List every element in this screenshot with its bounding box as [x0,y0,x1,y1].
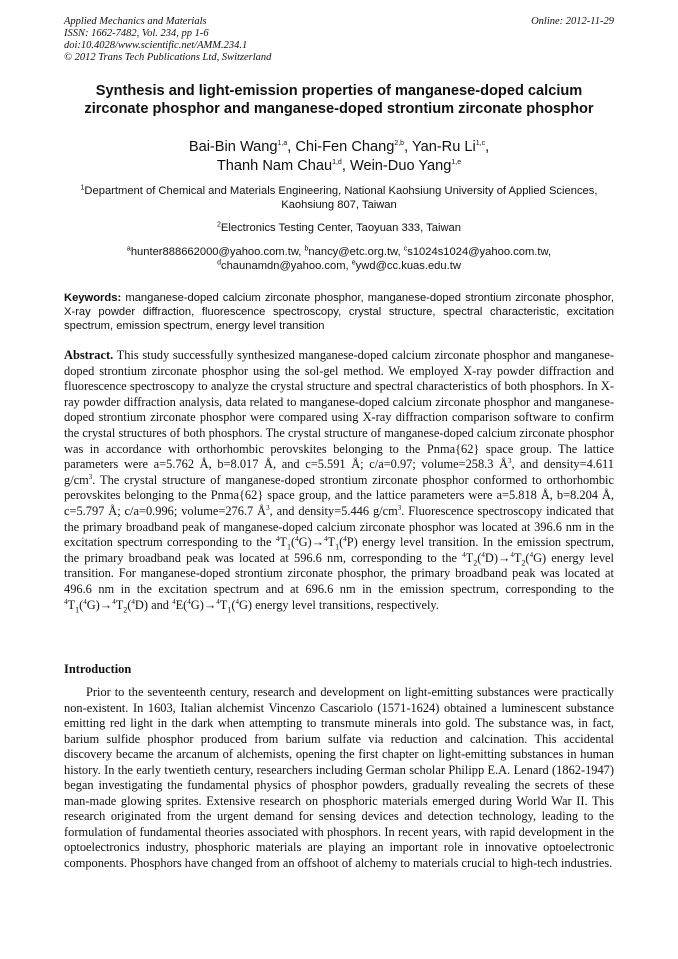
sub: 1 [75,604,80,614]
term-part: P) [346,535,358,550]
superscript: 3 [397,503,402,512]
author-affil-sup: 1,e [451,159,462,167]
author-affil-sup: 2,b [394,140,405,148]
abstract-text: , and density=5.446 g/cm [269,503,398,518]
introduction-text: Prior to the seventeenth century, research and development on light-emitting substances were practically non-existent. In 1603, Italian alchemist Vincenzo Cascariolo (1571-1624) obtained a luminescent substance emitting red light in the dark when attempting to transmute minerals into gold. The substance was, in fact, barium sulfide phosphor produced from barium sulfate via reduction and calcination. This accidental discovery became the arcanum of alchemists, opening the first chapter on light-emitting substances in human history. In the early twentieth century, researchers including German scholar Philipp E.A. Lenard (1862-1947) began investigating the fundamental physics of phosphor powders, gradually revealing the secrets of these man-made glowing sprites. Extensive research on phosphoric materials emerged during World War II. This research originated from the urgent demand for sensing devices and detection technology, leading to the formulation of fundamental theories associated with phosphors. In recent years, with rapid development in the optoelectronics industry, phosphoric materials are playing an important role in innovative optoelectronic components. Phosphors have changed from an offshoot of alchemy to materials crucial to high-tech industries. [64,685,614,870]
term-part: ( [79,597,84,612]
term-part: ( [231,597,236,612]
term-part: T [513,550,522,565]
sup: 4 [462,550,466,559]
paper-title: Synthesis and light-emission properties of manganese-doped calcium zirconate phosphor and manganese-doped strontium zirconate phosphor [84,83,594,117]
sub: 2 [521,558,526,568]
abstract-text: and [147,597,173,612]
author-affil-sup: 1,d [332,159,342,167]
term-part: G) [238,597,253,612]
sup: 4 [275,535,280,543]
sup: 4 [64,597,68,606]
sup: 4 [343,535,347,543]
sup: 4 [172,597,176,606]
transition-term [275,535,358,552]
term-part: T [67,597,76,612]
term-part: T [115,597,124,612]
keywords-label: Keywords: [64,292,122,304]
author-list: Bai-Bin Wang$^{1,a}$, Chi-Fen Chang$^{2,b}$, Yan-Ru Li$^{1,c}$, Thanh Nam Chau$^{1,d}$, Wein-Duo Yang$^{1,e}$ [188,139,490,174]
sup: 4 [131,597,135,606]
sub: 2 [123,604,128,614]
sup: 4 [187,597,191,606]
transition-term [462,550,547,568]
term-part: T [465,550,474,565]
affiliation-1 [64,184,614,212]
sup: 4 [510,550,514,559]
email-sup: b [304,245,309,253]
term-part: G) [533,550,547,565]
term-part: D)→ [484,550,511,565]
email-a[interactable]: hunter888662000@yahoo.com.tw, [130,246,302,258]
online-date: Online: 2012-11-29 [531,16,614,27]
abstract-text: . The crystal structure of manganese-doped strontium zirconate phosphor conformed to orthorhombic perovskites belonging to the Pnma{62} space group, and the lattice parameters were a=5.818 Å, b=8.204 Å, c=5.797 Å; c/a=0.996; volume=276.7 Å [64,472,614,518]
term-part: G)→ [190,597,217,612]
sup: 4 [481,550,485,559]
sup: 4 [83,597,87,606]
term-part: G)→ [86,597,113,612]
journal-name: Applied Mechanics and Materials [64,16,207,27]
abstract-text: energy level transitions, respectively. [252,597,439,612]
transition-term [64,598,148,612]
keywords-text: manganese-doped calcium zirconate phosphor, manganese-doped strontium zirconate phosphor, X-ray powder diffraction, fluorescence spectroscopy, crystal structure, spectral characteristic, excitation spectrum, emission spectrum, energy level transition [64,292,614,332]
term-part: ( [525,550,530,565]
doi-line: doi:10.4028/www.scientific.net/AMM.234.1 [64,40,248,51]
term-part: ( [127,597,132,612]
email-sup: a [126,245,131,253]
email-c[interactable]: s1024s1024@yahoo.com.tw, [407,246,552,258]
superscript: 3 [508,457,512,466]
affil-sup: 1 [80,184,85,192]
email-sup: d [217,259,221,267]
abstract-text: This study successfully synthesized manganese-doped calcium zirconate phosphor and manganese-doped strontium zirconate phosphor using the sol-gel method. We employed X-ray powder diffraction and fluorescence spectroscopy to analyze the crystal structure and spectral characteristics of both phosphors. In X-ray powder diffraction analysis, data related to manganese-doped calcium zirconate phosphor and manganese-doped strontium zirconate phosphor were compared using X-ray diffraction comparison software to confirm the crystal structures of both phosphors. The crystal structure of manganese-doped calcium zirconate phosphor was in accordance with orthorhombic perovskites belonging to the Pnma{62} space group. The lattice parameters were a=5.762 Å, b=8.017 Å, and c=5.591 Å; c/a=0.97; volume=258.3 Å [64,348,614,472]
author-name: Bai-Bin Wang [188,139,278,155]
introduction-heading: Introduction [64,662,132,676]
abstract-text: , and density=4.611 g/cm [64,457,614,487]
sub: 1 [227,604,232,614]
author-name: Thanh Nam Chau [216,158,333,174]
email-list [64,245,614,273]
author-name: Wein-Duo Yang [349,158,452,174]
sub: 1 [286,542,291,552]
sub: 1 [335,542,340,552]
sup: 4 [216,597,220,606]
sup: 4 [112,597,116,606]
affiliation-2 [64,221,614,235]
sup: 4 [324,535,328,543]
term-part: E( [175,597,188,612]
abstract-label: Abstract. [64,348,114,362]
sub: 2 [473,558,478,568]
email-b[interactable]: nancy@etc.org.tw, [308,246,401,258]
term-part: ( [477,550,482,565]
superscript: 3 [88,472,93,481]
term-part: ( [290,535,296,550]
term-part: T [219,597,228,612]
author-name: Chi-Fen Chang [295,139,395,155]
transition-term [172,598,252,612]
term-part: T [279,535,287,550]
term-part: ( [339,535,344,550]
email-d[interactable]: chaunamdn@yahoo.com, [220,260,349,272]
issn-line: ISSN: 1662-7482, Vol. 234, pp 1-6 [64,28,209,39]
term-part: D) [134,597,148,612]
email-e[interactable]: ywd@cc.kuas.edu.tw [355,260,461,272]
email-sup: e [351,259,356,267]
abstract-text: energy level transition. For manganese-doped strontium zirconate phosphor, the primary broadband peak was located at 496.6 nm in the excitation spectrum and at 696.6 nm in the emission spectrum, corresponding to the [64,550,614,596]
author-affil-sup: 1,c [475,140,486,148]
superscript: 3 [266,503,270,512]
author-name: Yan-Ru Li [411,139,476,155]
sup: 4 [235,597,239,606]
affil-sup: 2 [217,221,221,229]
email-sup: c [403,245,408,253]
sup: 4 [295,535,299,543]
abstract-text: . Fluorescence spectroscopy indicated that the primary broadband peak of manganese-doped calcium zirconate phosphor was located at 396.6 nm in the excitation spectrum corresponding to the [64,503,614,550]
affil-text: Electronics Testing Center, Taoyuan 333, Taiwan [220,222,461,234]
term-part: G)→ [298,535,325,550]
keywords-block [64,291,614,333]
affil-text: Department of Chemical and Materials Engineering, National Kaohsiung University of Applied Sciences, Kaohsiung 807, Taiwan [84,185,598,211]
copyright-line: © 2012 Trans Tech Publications Ltd, Switzerland [64,52,272,63]
sup: 4 [529,550,534,559]
abstract-text: energy level transition. In the emission spectrum, the primary broadband peak was located at 596.6 nm, corresponding to the [64,535,614,565]
author-affil-sup: 1,a [277,140,288,148]
journal-header [64,16,614,64]
term-part: T [327,535,336,550]
abstract-block [64,348,614,613]
